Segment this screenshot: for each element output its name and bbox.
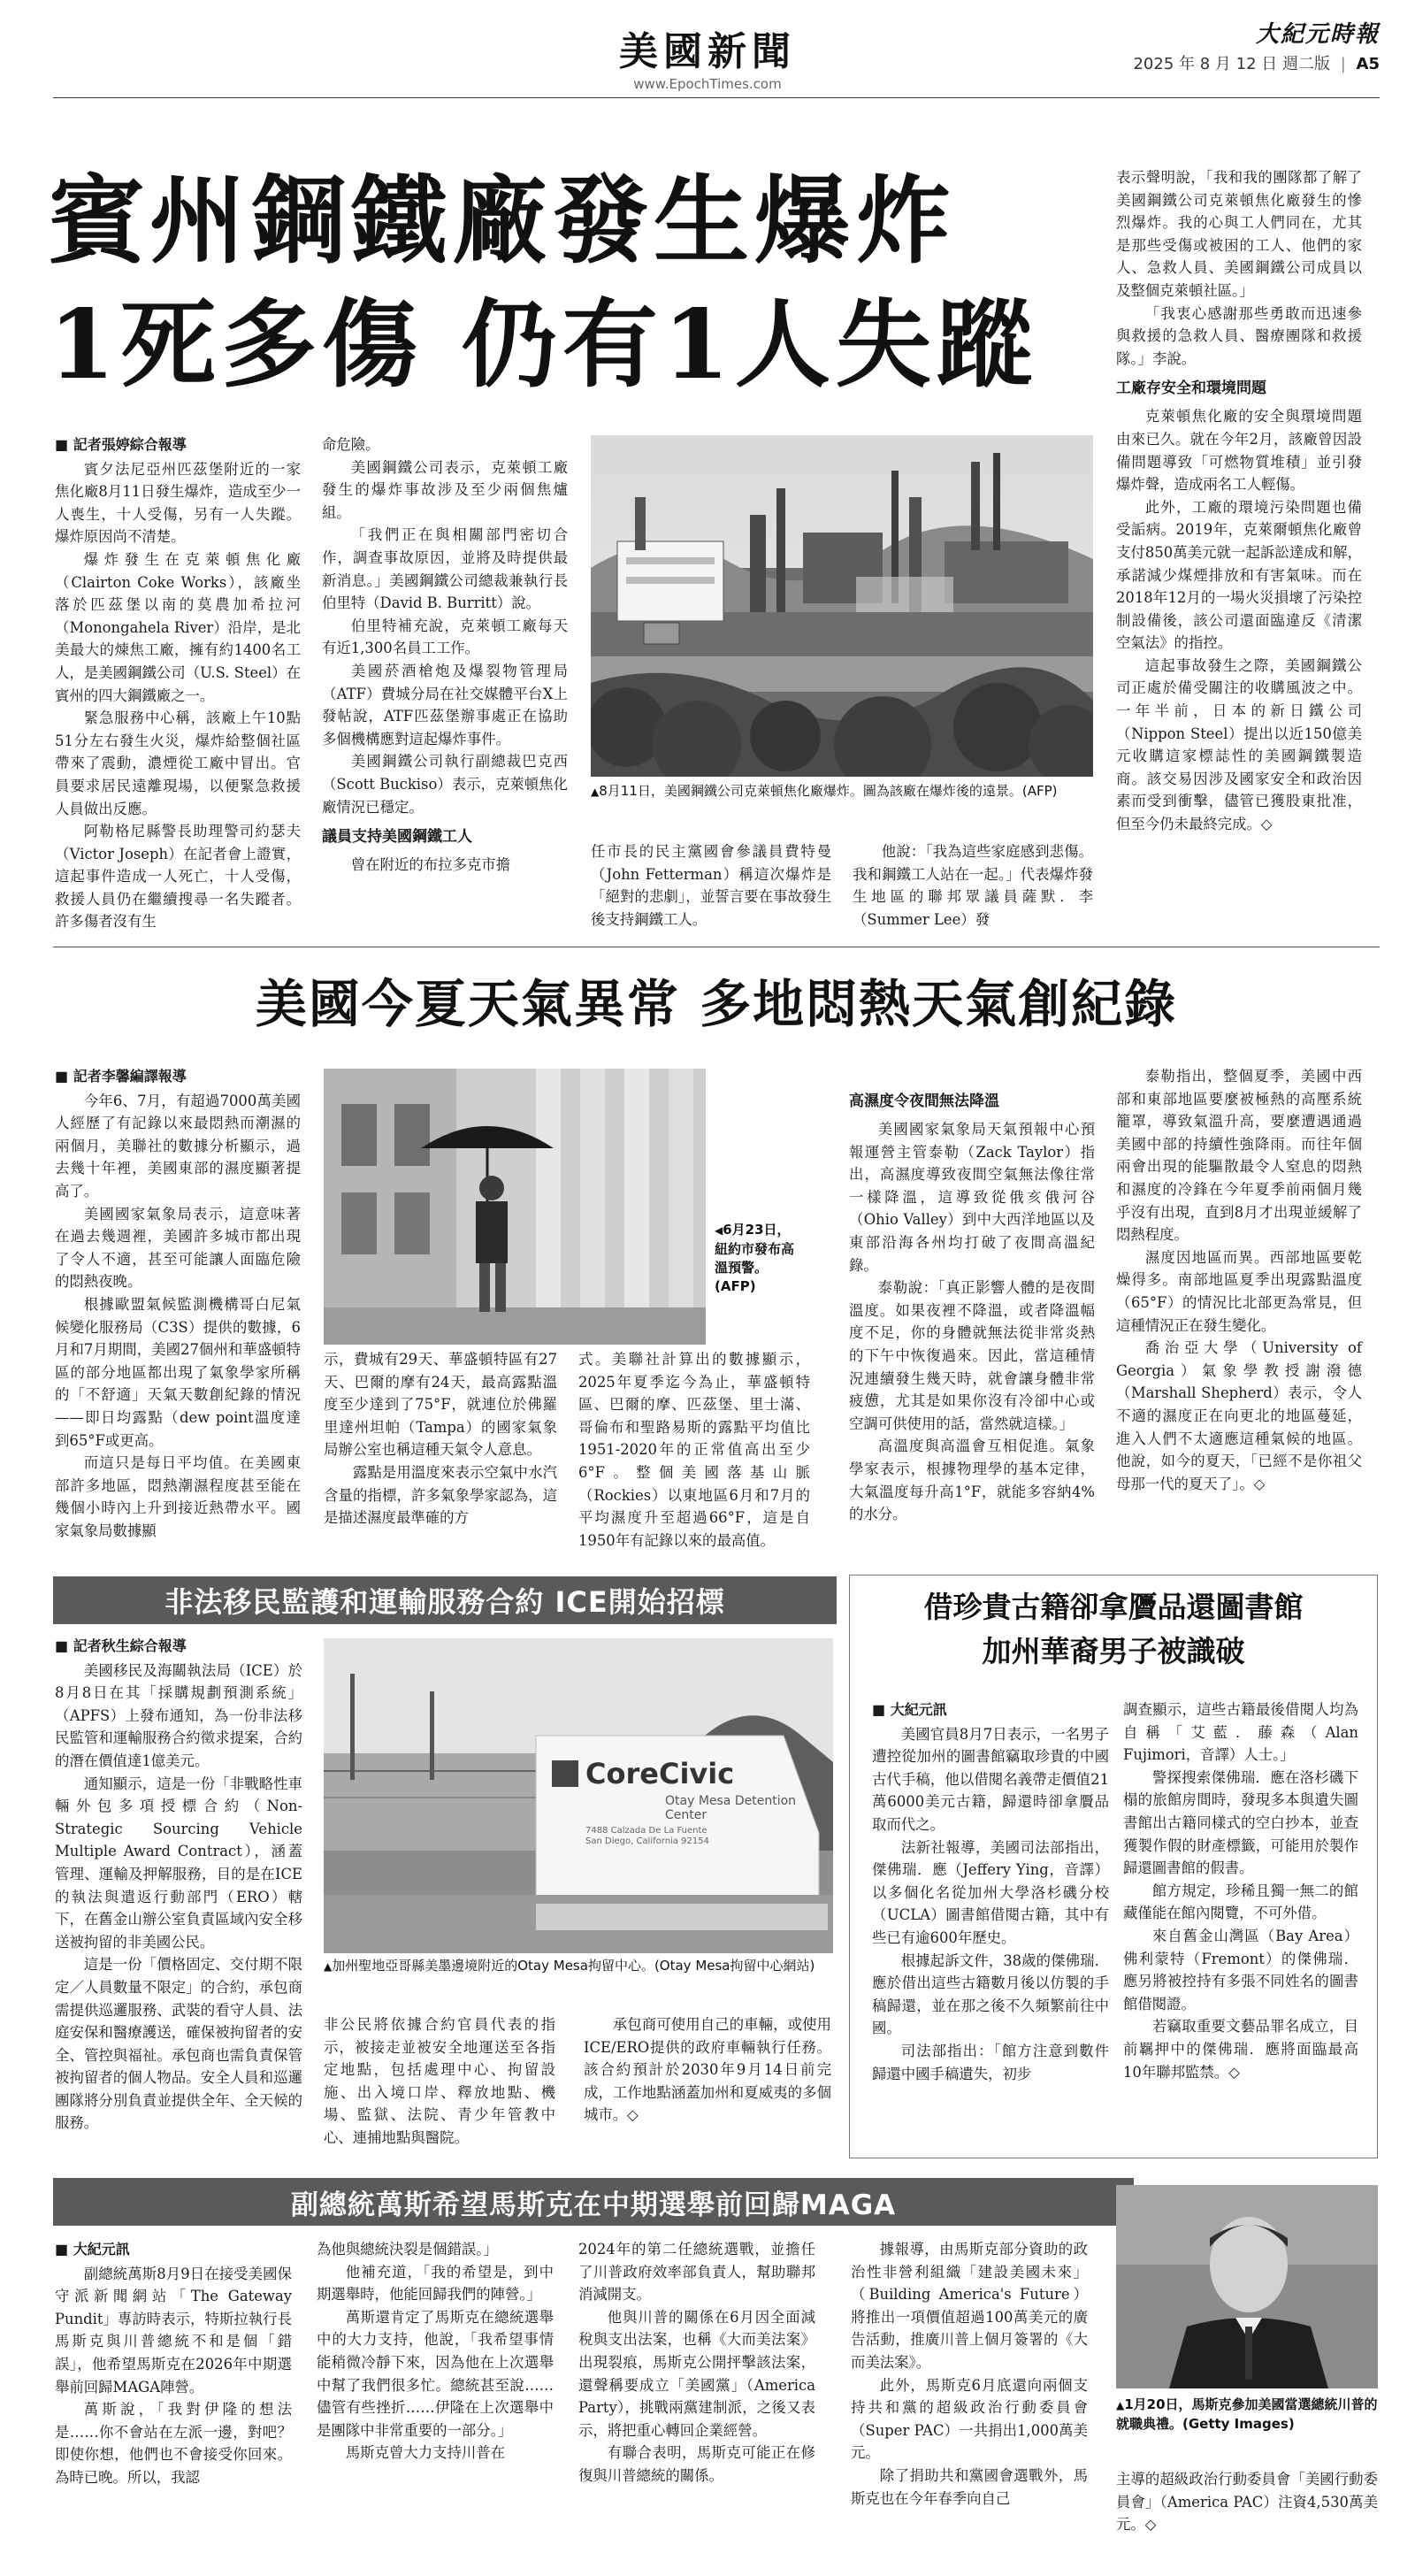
story3-photo-detention [324,1638,833,1953]
story5-photo-portrait [1116,2185,1378,2388]
story1-para: 表示聲明說，「我和我的團隊都了解了美國鋼鐵公司克萊頓焦化廠發生的慘烈爆炸。我的心與工人們同在，尤其是那些受傷或被困的工人、他們的家人、急救人員、美國鋼鐵公司成員以及整個克萊頓社區。」 [1116,169,1362,299]
story4-col1 [872,1698,1109,2085]
story1-headline-line1: 賓州鋼鐵廠發生爆炸 [49,165,957,277]
story3-col1 [55,1635,302,2135]
sign-facility: Otay Mesa Detention Center [665,1794,797,1822]
story2-para: 今年6、7月，有超過7000萬美國人經歷了有記錄以來最悶熱而潮濕的兩個月，美聯社的數據分析顯示，過去幾十年裡，美國東部的濕度顯著提高了。 [55,1092,301,1200]
story5-para: 他補充道，「我的希望是，到中期選舉時，他能回歸我們的陣營。」 [317,2263,554,2304]
story4-headline [851,1585,1376,1674]
story4-headline-line1: 借珍貴古籍卻拿贗品還圖書館 [923,1590,1304,1624]
story2-photo-caption [715,1221,796,1296]
story2-byline: ■ 記者李馨編譯報導 [55,1065,301,1088]
story1-para: 此外，工廠的環境污染問題也備受詬病。2019年，克萊爾頓焦化廠曾支付850萬美元就一起訴訟達成和解，承諾減少煤煙排放和有害氣味。而在2018年12月的一場火災損壞了污染控制設備後，該公司還面臨違反《清潔空氣法》的指控。 [1116,498,1362,652]
caption-marker-icon: ▲ [591,786,600,798]
story4-para: 館方規定，珍稀且獨一無二的館藏僅能在館內閱覽，不可外借。 [1123,1882,1358,1922]
story4-para: 司法部指出：「館方注意到數件歸還中國手稿遺失，初步 [872,2042,1109,2082]
story1-para: 爆炸發生在克萊頓焦化廠（Clairton Coke Works），該廠坐落於匹茲堡以南的莫農加希拉河（Monongahela River）沿岸，是北美最大的煉焦工廠，擁有約1400名工人，是美國鋼鐵公司（U.S. Steel）在賓州的四大鋼鐵廠之一。 [55,550,301,704]
story2-para: 高溫度與高溫會互相促進。氣象學家表示，根據物理學的基本定律，大氣溫度每升高1°F，就能多容納4%的水分。 [849,1438,1095,1523]
story4-col2 [1123,1698,1358,2083]
story1-para: 「我衷心感謝那些勇敢而迅速參與救援的急救人員、醫療團隊和救援隊。」李說。 [1116,304,1362,367]
story5-byline: ■ 大紀元訊 [55,2238,292,2261]
story1-para: 阿勒格尼縣警長助理警司約瑟夫（Victor Joseph）在記者會上證實，這起事件造成一人死亡，十人受傷，救援人員仍在繼續搜尋一名失蹤者。許多傷者沒有生 [55,823,301,931]
story5-para: 馬斯克曾大力支持川普在 [345,2444,506,2462]
story5-para: 2024年的第二任總統選戰，並擔任了川普政府效率部負責人，幫助聯邦消減開支。 [578,2241,815,2304]
story1-para: 他說：「我為這些家庭感到悲傷。我和鋼鐵工人站在一起。」代表爆炸發生地區的聯邦眾議員薩默．李（Summer Lee）發 [853,843,1093,928]
story1-para: 賓夕法尼亞州匹茲堡附近的一家焦化廠8月11日發生爆炸，造成至少一人喪生，十人受傷，另有一人失蹤。爆炸原因尚不清楚。 [55,460,301,546]
story2-para: 美國國家氣象局天氣預報中心預報運營主管泰勒（Zack Taylor）指出，高濕度導致夜間空氣無法像往常一樣降溫，這導致從俄亥俄河谷（Ohio Valley）到中大西洋地區以及東部沿海各州均打破了夜間高溫紀錄。 [849,1121,1095,1274]
story2-para: 式。美聯社計算出的數據顯示，2025年夏季迄今為止，華盛頓特區、巴爾的摩、匹茲堡、里士滿、哥倫布和聖路易斯的露點平均值比1951-2020年的正常值高出至少6°F。整個美國落基山脈（Rockies）以東地區6月和7月的平均濕度升至超過66°F，這是自1950年有記錄以來的最高值。 [578,1351,810,1549]
story4-para: 美國官員8月7日表示，一名男子遭控從加州的圖書館竊取珍貴的中國古代手稿，他以借閱名義帶走價值21萬6000美元古籍，歸還時卻拿贗品取而代之。 [872,1725,1109,1833]
sign-brand: CoreCivic [585,1757,735,1790]
caption-text: 6月23日，紐約市發布高溫預警。(AFP) [715,1222,795,1294]
story5-para: 據報導，由馬斯克部分資助的政治性非營利組織「建設美國未來」（Building America's Future）將推出一項價值超過100萬美元的廣告活動，推廣川普上個月簽署的《大而美法案》。 [851,2241,1088,2371]
story2-col5 [1116,1065,1362,1495]
story2-para: 美國國家氣象局表示，這意味著在過去幾週裡，美國許多城市都出現了令人不適，甚至可能讓人面臨危險的悶熱夜晚。 [55,1205,301,1291]
story5-banner [53,2178,1134,2226]
story4-para: 來自舊金山灣區（Bay Area）佛利蒙特（Fremont）的傑佛瑞．應另將被控持有多張不同姓名的圖書館借閱證。 [1123,1927,1358,2012]
issue-date: 2025 年 8 月 12 日 週二版 [1133,55,1330,73]
story1-para: 美國鋼鐵公司執行副總裁巴克西（Scott Buckiso）表示，克萊頓焦化廠情況已穩定。 [322,753,568,816]
story1-subhead: 議員支持美國鋼鐵工人 [322,828,472,847]
story4-headline-line2: 加州華裔男子被識破 [982,1634,1245,1668]
story5-para: 除了捐助共和黨國會選戰外，馬斯克也在今年春季向自己 [851,2466,1088,2507]
story3-para: 通知顯示，這是一份「非戰略性車輛外包多項授標合約（Non-Strategic Sourcing Vehicle Multiple Award Contract），涵蓋管理、運輸及押解服務，目的是在ICE的執法與遣返行動部門（ERO）轄下，在舊金山辦公室負責區域內安全移送被拘留的非美國公民。 [55,1775,302,1951]
story1-col3a [591,840,831,931]
story2-para: 露點是用溫度來表示空氣中水汽含量的指標，許多氣象學家認為，這是描述濕度最準確的方 [324,1463,557,1527]
story4-byline: ■ 大紀元訊 [872,1698,1109,1721]
story1-para: 美國鋼鐵公司表示，克萊頓工廠發生的爆炸事故涉及至少兩個焦爐組。 [322,458,568,521]
masthead-rule [53,97,1380,98]
story5-para: 主導的超級政治行動委員會「美國行動委員會」（America PAC）注資4,530萬美元。◇ [1116,2471,1378,2534]
story1-para: 伯里特補充說，克萊頓工廠每天有近1,300名員工工作。 [322,617,568,657]
story2-para: 濕度因地區而異。西部地區要乾燥得多。南部地區夏季出現露點溫度（65°F）的情況比北部更為常見，但這種情況正在發生變化。 [1116,1248,1362,1334]
caption-text: 加州聖地亞哥縣美墨邊境附近的Otay Mesa拘留中心。(Otay Mesa拘留中心網站) [332,1958,815,1974]
story2-photo-heat [324,1069,706,1345]
story5-para: 有聯合表明，馬斯克可能正在修復與川普總統的關係。 [578,2444,815,2484]
factory-illustration [591,435,1093,777]
story5-photo-caption [1116,2396,1378,2434]
story5-para: 萬斯還肯定了馬斯克在總統選舉中的大力支持，他說，「我希望事情能稍微冷靜下來，因為他在上次選舉中幫了我們很多忙。總統甚至說……儘管有些挫折……伊隆在上次選舉中是團隊中非常重要的一部分。」 [317,2308,554,2439]
story1-para: 美國菸酒槍炮及爆裂物管理局（ATF）費城分局在社交媒體平台X上發帖說，ATF匹茲堡辦事處正在協助多個機構應對這起爆炸事件。 [322,662,568,748]
portrait-illustration [1116,2185,1378,2388]
masthead [0,0,1415,115]
story5-col3 [578,2238,815,2488]
story3-para: 非公民將依據合約官員代表的指示，被接走並被安全地運送至各指定地點，包括處理中心、拘留設施、出入境口岸、釋放地點、機場、監獄、法院、青少年管教中心、連捕地點與醫院。 [324,2016,555,2146]
caption-text: 8月11日，美國鋼鐵公司克萊頓焦化廠爆炸。圖為該廠在爆炸後的遠景。(AFP) [599,783,1058,799]
story4-para: 調查顯示，這些古籍最後借閱人均為自稱「艾藍．藤森（Alan Fujimori，音譯）人士。」 [1123,1701,1358,1764]
story5-col2 [317,2238,554,2465]
story1-headline-line2: 1死多傷 仍有1人失蹤 [49,289,1037,401]
story4-para: 根據起訴文件，38歲的傑佛瑞．應於借出這些古籍數月後以仿製的手稿歸還，並在那之後不久頻繁前往中國。 [872,1951,1109,2037]
story5-para: 為他與總統決裂是個錯誤。」 [317,2241,498,2258]
heat-illustration [324,1069,706,1345]
story3-col2 [324,2013,555,2150]
corecivic-sign-text [585,1757,815,1847]
story2-para: 示，費城有29天、華盛頓特區有27天、巴爾的摩有24天，最高露點溫度至少達到了75°F，就連位於佛羅里達州坦帕（Tampa）的國家氣象局辦公室也稱這種天氣令人意息。 [324,1351,557,1459]
story3-banner [53,1576,837,1624]
sign-address: 7488 Calzada De La Fuente San Diego, California 92154 [585,1826,709,1846]
story5-para: 他與川普的關係在6月因全面減稅與支出法案，也稱《大而美法案》出現裂痕，馬斯克公開抨擊該法案，還聲稱要成立「美國黨」（America Party），挑戰兩黨建制派，之後又表示，將把重心轉回企業經營。 [578,2308,815,2439]
story4-para: 法新社報導，美國司法部指出，傑佛瑞．應（Jeffery Ying，音譯）以多個化名從加州大學洛杉磯分校（UCLA）圖書館借閱古籍，其中有些已有逾600年歷史。 [872,1838,1109,1946]
story5-col4 [851,2238,1088,2510]
story1-para: 曾在附近的布拉多克市擔 [350,856,511,874]
story1-col2 [322,433,568,877]
story2-col3 [578,1348,810,1552]
story2-para: 泰勒指出，整個夏季，美國中西部和東部地區要麼被極熱的高壓系統籠罩，導致氣溫升高，要麼遭遇通過美國中部的持續性強降雨。而往年個兩會出現的能驅散最令人窒息的悶熱和濕度的冷鋒在今年夏季前兩個月幾乎沒有出現，直到8月才出現並緩解了悶熱程度。 [1116,1068,1362,1244]
story5-headline: 副總統萬斯希望馬斯克在中期選舉前回歸MAGA [290,2189,897,2221]
story1-para: 克萊頓焦化廠的安全與環境問題由來已久。就在今年2月，該廠曾因設備問題導致「可燃物質堆積」並引發爆炸聲，造成兩名工人輕傷。 [1116,408,1362,494]
story2-subhead: 高濕度令夜間無法降溫 [849,1092,999,1110]
story3-byline: ■ 記者秋生綜合報導 [55,1635,302,1658]
story3-col3 [584,2013,831,2127]
story3-para: 這是一份「價格固定、交付期不限定／人員數量不限定」的合約，承包商需提供巡邏服務、武裝的看守人員、法庭安保和醫療護送，確保被拘留者的安全、管控與福祉。承包商也需負責保管被拘留者的個人物品。安全人員和巡邏團隊將分別負責並提供全年、全天候的服務。 [55,1956,302,2132]
story1-byline: ■ 記者張婷綜合報導 [55,433,301,456]
story1-photo-factory [591,435,1093,777]
caption-marker-icon: ◀ [715,1224,723,1237]
story1-para: 命危險。 [322,436,380,453]
story1-para: 「我們正在與相關部門密切合作，調查事故原因，並將及時提供最新消息。」美國鋼鐵公司總裁兼執行長伯里特（David B. Burritt）說。 [322,526,568,612]
story1-headline [49,159,1110,407]
caption-marker-icon: ▲ [1116,2399,1125,2411]
story3-headline: 非法移民監護和運輸服務合約 ICE開始招標 [164,1585,725,1619]
story1-col3b [853,840,1093,931]
story3-photo-caption [324,1957,833,1976]
story2-para: 泰勒說：「真正影響人體的是夜間溫度。如果夜裡不降溫，或者降溫幅度不足，你的身體就無法從非常炎熱的下午中恢復過來。因此，當這種情況連續發生幾天時，就會讓身體非常疲憊，尤其是如果你沒有冷卻中心或空調可供使用的話，當然就這樣。」 [849,1279,1095,1432]
story4-para: 警探搜索傑佛瑞．應在洛杉磯下榻的旅館房間時，發現多本與遺失圖書館出古籍同樣式的空白抄本，並查獲製作假的財產標籤，可能用於製作歸還圖書館的假書。 [1123,1768,1358,1877]
story5-col5 [1116,2468,1378,2536]
paper-logo: 大紀元時報 [1255,21,1380,48]
story5-para: 此外，馬斯克6月底還向兩個支持共和黨的超級政治行動委員會（Super PAC）一共捐出1,000萬美元。 [851,2376,1088,2462]
story2-col4 [849,1083,1095,1526]
date-line: 2025 年 8 月 12 日 週二版 | A5 [1133,55,1380,73]
page-number: A5 [1356,55,1380,73]
story5-para: 萬斯說，「我對伊隆的想法是……你不會站在左派一邊，對吧？即使你想，他們也不會接受你回來。為時已晚。所以，我認 [55,2401,292,2486]
story5-para: 副總統萬斯8月9日在接受美國保守派新聞網站「The Gateway Pundit」專訪時表示，特斯拉執行長馬斯克與川普總統不和是個「錯誤」，他希望馬斯克在2026年中期選舉前回歸MAGA陣營。 [55,2265,292,2396]
story2-col1 [55,1065,301,1542]
story2-headline: 美國今夏天氣異常 多地悶熱天氣創紀錄 [255,974,1178,1034]
story1-para: 這起事故發生之際，美國鋼鐵公司正處於備受關注的收購風波之中。一年半前，日本的新日鐵公司（Nippon Steel）提出以近150億美元收購這家標誌性的美國鋼鐵製造商。該交易因涉及國家安全和政治因素而受到衝擊，儘管已獲股東批准，但至今仍未最終完成。◇ [1116,656,1362,833]
website-url: www.EpochTimes.com [633,76,782,92]
story1-photo-caption [591,782,1093,801]
story1-col1 [55,433,301,933]
story1-para: 緊急服務中心稱，該廠上午10點51分左右發生火災，爆炸給整個社區帶來了震動，濃煙從工廠中冒出。官員要求居民遠離現場，以便緊急救援人員做出反應。 [55,709,301,817]
section-title: 美國新聞 [619,29,796,74]
caption-text: 1月20日，馬斯克參加美國當選總統川普的就職典禮。(Getty Images) [1116,2396,1378,2432]
story2-para: 根據歐盟氣候監測機構哥白尼氣候變化服務局（C3S）提供的數據，6月和7月期間，美國27個州和華盛頓特區的部分地區都出現了氣象學家所稱的「不舒適」天氣天數創紀錄的情況——即日均露點（dew point溫度達到65°F或更高。 [55,1295,301,1449]
story1-subhead-safety: 工廠存安全和環境問題 [1116,380,1266,398]
story1-col4 [1116,166,1362,836]
story2-para: 喬治亞大學（University of Georgia）氣象學教授謝潑德（Marshall Shepherd）表示，令人不適的濕度正在向更北的地區蔓延，進入人們不太適應這種氣候的地區。他說，如今的夏天，「已經不是你祖父母那一代的夏天了」。◇ [1116,1339,1362,1492]
story3-para: 美國移民及海關執法局（ICE）於8月8日在其「採購規劃預測系統」（APFS）上發布通知，為一份非法移民監管和運輸服務合約徵求提案，合約的潛在價值達1億美元。 [55,1661,302,1769]
story5-col1 [55,2238,292,2489]
story1-para: 任市長的民主黨國會參議員費特曼（John Fetterman）稱這次爆炸是「絕對的悲劇」，並誓言要在事故發生後支持鋼鐵工人。 [591,843,831,928]
story2-col2 [324,1348,557,1530]
caption-marker-icon: ▲ [324,1960,333,1973]
story4-para: 若竊取重要文藝品罪名成立，目前羈押中的傑佛瑞．應將面臨最高10年聯邦監禁。◇ [1123,2018,1358,2081]
story2-para: 而這只是每日平均值。在美國東部許多地區，悶熱潮濕程度甚至能在幾個小時內上升到接近熱帶水平。國家氣象局數據顯 [55,1454,301,1539]
story3-para: 承包商可使用自己的車輛，或使用ICE/ERO提供的政府車輛執行任務。該合約預計於2030年9月14日前完成，工作地點涵蓋加州和夏威夷的多個城市。◇ [584,2016,831,2124]
